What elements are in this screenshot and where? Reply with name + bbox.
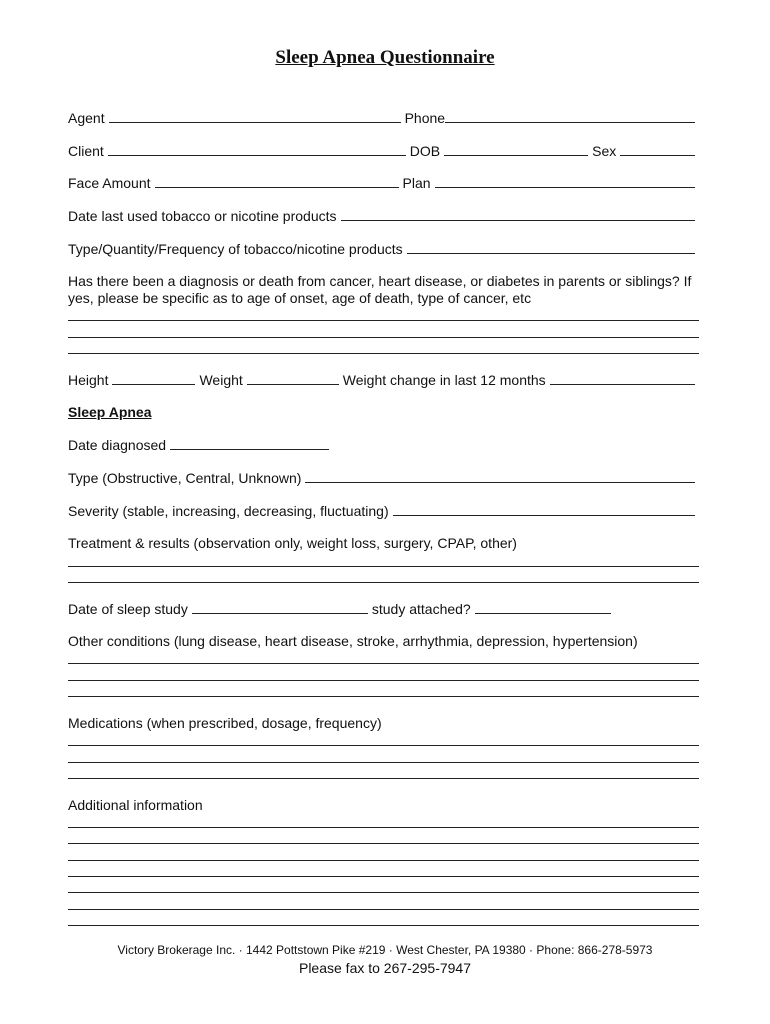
tobacco-type-label: Type/Quantity/Frequency of tobacco/nicotine products bbox=[68, 241, 403, 257]
tobacco-date-label: Date last used tobacco or nicotine products bbox=[68, 208, 337, 224]
height-weight-row bbox=[68, 368, 699, 388]
severity-row bbox=[68, 499, 699, 519]
phone-field[interactable] bbox=[445, 122, 695, 123]
additional-info-line[interactable] bbox=[68, 892, 699, 893]
date-diagnosed-field[interactable] bbox=[170, 449, 329, 450]
additional-info-label: Additional information bbox=[68, 797, 203, 813]
weight-change-field[interactable] bbox=[550, 384, 695, 385]
additional-info-line[interactable] bbox=[68, 843, 699, 844]
weight-label: Weight bbox=[199, 372, 243, 388]
dob-label: DOB bbox=[409, 143, 441, 159]
client-field[interactable] bbox=[108, 155, 406, 156]
sleep-study-date-label: Date of sleep study bbox=[68, 601, 188, 617]
phone-label: Phone bbox=[404, 110, 446, 126]
additional-info-line[interactable] bbox=[68, 860, 699, 861]
agent-phone-row bbox=[68, 106, 699, 126]
other-conditions-label: Other conditions (lung disease, heart disease, stroke, arrhythmia, depression, hypertension) bbox=[68, 633, 638, 649]
medications-line[interactable] bbox=[68, 745, 699, 746]
footer-address: Victory Brokerage Inc. · 1442 Pottstown Pike #219 · West Chester, PA 19380 · Phone: 866-278-5973 bbox=[117, 943, 653, 957]
page-title: Sleep Apnea Questionnaire bbox=[275, 47, 495, 68]
client-row bbox=[68, 139, 699, 159]
footer-fax: Please fax to 267-295-7947 bbox=[298, 960, 471, 976]
face-amount-row bbox=[68, 171, 699, 191]
other-conditions-line[interactable] bbox=[68, 680, 699, 681]
weight-change-label: Weight change in last 12 months bbox=[342, 372, 546, 388]
study-attached-label: study attached? bbox=[371, 601, 471, 617]
plan-field[interactable] bbox=[435, 187, 695, 188]
family-history-line[interactable] bbox=[68, 337, 699, 338]
type-label: Type (Obstructive, Central, Unknown) bbox=[68, 470, 302, 486]
type-field[interactable] bbox=[305, 482, 695, 483]
agent-label: Agent bbox=[68, 110, 105, 126]
additional-info-line[interactable] bbox=[68, 925, 699, 926]
tobacco-type-field[interactable] bbox=[407, 253, 695, 254]
plan-label: Plan bbox=[402, 175, 431, 191]
tobacco-date-field[interactable] bbox=[341, 220, 696, 221]
sleep-apnea-heading: Sleep Apnea bbox=[68, 404, 152, 420]
severity-field[interactable] bbox=[393, 515, 695, 516]
severity-label: Severity (stable, increasing, decreasing, fluctuating) bbox=[68, 503, 389, 519]
sleep-study-date-field[interactable] bbox=[192, 613, 368, 614]
height-label: Height bbox=[68, 372, 109, 388]
treatment-line[interactable] bbox=[68, 566, 699, 567]
weight-field[interactable] bbox=[247, 384, 339, 385]
height-field[interactable] bbox=[112, 384, 195, 385]
other-conditions-line[interactable] bbox=[68, 696, 699, 697]
sex-field[interactable] bbox=[620, 155, 695, 156]
family-history-question: Has there been a diagnosis or death from cancer, heart disease, or diabetes in parents or siblings? If yes, please be specific as to age of onset, age of death, type of cancer, etc bbox=[68, 273, 692, 306]
additional-info-line[interactable] bbox=[68, 827, 699, 828]
family-history-line[interactable] bbox=[68, 353, 699, 354]
date-diagnosed-label: Date diagnosed bbox=[68, 437, 167, 453]
date-diagnosed-row bbox=[68, 433, 699, 453]
treatment-line[interactable] bbox=[68, 582, 699, 583]
additional-info-line[interactable] bbox=[68, 876, 699, 877]
agent-field[interactable] bbox=[109, 122, 401, 123]
other-conditions-line[interactable] bbox=[68, 663, 699, 664]
type-row bbox=[68, 466, 699, 486]
medications-line[interactable] bbox=[68, 778, 699, 779]
tobacco-type-row bbox=[68, 237, 699, 257]
client-label: Client bbox=[68, 143, 104, 159]
additional-info-line[interactable] bbox=[68, 909, 699, 910]
sleep-study-row bbox=[68, 597, 699, 617]
face-amount-label: Face Amount bbox=[68, 175, 151, 191]
face-amount-field[interactable] bbox=[155, 187, 399, 188]
medications-label: Medications (when prescribed, dosage, frequency) bbox=[68, 715, 382, 731]
sex-label: Sex bbox=[592, 143, 617, 159]
medications-line[interactable] bbox=[68, 762, 699, 763]
treatment-label: Treatment & results (observation only, weight loss, surgery, CPAP, other) bbox=[68, 535, 517, 551]
family-history-line[interactable] bbox=[68, 320, 699, 321]
study-attached-field[interactable] bbox=[475, 613, 611, 614]
dob-field[interactable] bbox=[444, 155, 588, 156]
tobacco-date-row bbox=[68, 204, 699, 224]
